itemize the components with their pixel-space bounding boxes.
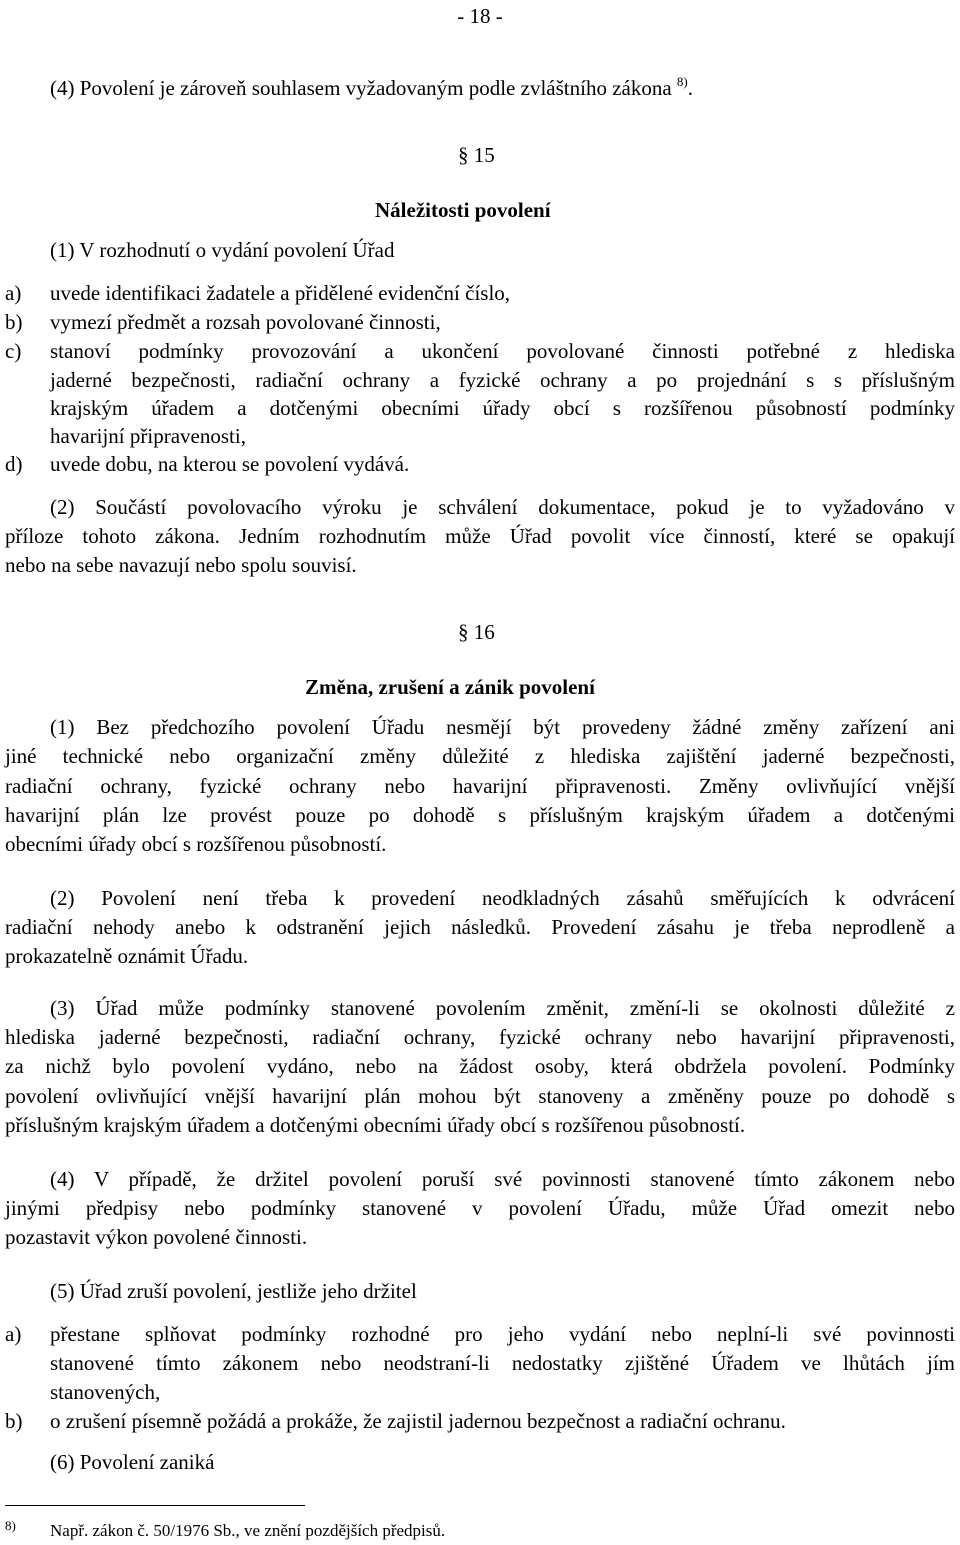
footnote-text: Např. zákon č. 50/1976 Sb., ve znění pozdějších předpisů. <box>50 1521 446 1540</box>
s16-p2-line3: prokazatelně oznámit Úřadu. <box>5 944 249 968</box>
list-item-c-line4: havarijní připravenosti, <box>50 424 246 448</box>
s16-p1-line5: obecními úřady obcí s rozšířenou působností. <box>5 832 387 856</box>
s16-p5-item-b: o zrušení písemně požádá a prokáže, že zajistil jadernou bezpečnost a radiační ochranu. <box>50 1409 786 1433</box>
s15-p2-line3: nebo na sebe navazují nebo spolu souvisí. <box>5 553 357 577</box>
s16-p4-line2: jinými předpisy nebo podmínky stanovené v povolení Úřadu, může Úřad omezit nebo <box>5 1196 955 1220</box>
list-item-c-line2: jaderné bezpečnosti, radiační ochrany a fyzické ochrany a po projednání s s příslušným <box>50 368 955 392</box>
s16-p3-line2: hlediska jaderné bezpečnosti, radiační ochrany, fyzické ochrany nebo havarijní připravenosti, <box>5 1025 955 1049</box>
s16-p3-line5: příslušným krajským úřadem a dotčenými obecními úřady obcí s rozšířenou působností. <box>5 1113 746 1137</box>
list-item-a: uvede identifikaci žadatele a přidělené evidenční číslo, <box>50 281 511 305</box>
list-marker-c: c) <box>5 339 22 363</box>
s16-p6: (6) Povolení zaniká <box>50 1450 215 1474</box>
s16-p3-line4: povolení ovlivňující vnější havarijní plán mohou být stanoveny a změněny pouze po dohodě s <box>5 1084 955 1108</box>
paragraph-s14-4: (4) Povolení je zároveň souhlasem vyžadovaným podle zvláštního zákona $^{8)}$. <box>50 74 693 100</box>
list-marker-a: a) <box>5 281 22 305</box>
section-title-16: Změna, zrušení a zánik povolení <box>305 675 595 699</box>
s15-p2-line1: (2) Součástí povolovacího výroku je schválení dokumentace, pokud je to vyžadováno v <box>50 495 955 519</box>
s16-p2-line2: radiační nehody anebo k odstranění jejich následků. Provedení zásahu je třeba neprodleně a <box>5 915 955 939</box>
s15-p2-line2: příloze tohoto zákona. Jedním rozhodnutím může Úřad povolit více činností, které se opakují <box>5 524 955 548</box>
page-number: - 18 - <box>457 4 503 28</box>
s16-p1-line1: (1) Bez předchozího povolení Úřadu nesmějí být provedeny žádné změny zařízení ani <box>50 715 955 739</box>
footnote-separator <box>5 1505 305 1506</box>
list-item-b: vymezí předmět a rozsah povolované činnosti, <box>50 310 441 334</box>
list-item-d: uvede dobu, na kterou se povolení vydává. <box>50 452 410 476</box>
section-number-15: § 15 <box>458 143 495 167</box>
footnote-ref[interactable]: 8) <box>676 74 688 89</box>
s15-p1-intro: (1) V rozhodnutí o vydání povolení Úřad <box>50 238 395 262</box>
list-item-c-line1: stanoví podmínky provozování a ukončení povolované činnosti potřebné z hlediska <box>50 339 955 363</box>
s16-p3-line3: za nichž bylo povolení vydáno, nebo na žádost osoby, která obdržela povolení. Podmínky <box>5 1054 955 1078</box>
section-number-16: § 16 <box>458 620 495 644</box>
s16-p2-line1: (2) Povolení není třeba k provedení neodkladných zásahů směřujících k odvrácení <box>50 886 955 910</box>
s16-p5-item-a-line3: stanovených, <box>50 1380 161 1404</box>
s16-p4-line3: pozastavit výkon povolené činnosti. <box>5 1225 308 1249</box>
list-item-c-line3: krajským úřadem a dotčenými obecními úřady obcí s rozšířenou působností podmínky <box>50 396 955 420</box>
section-title-15: Náležitosti povolení <box>375 198 551 222</box>
list-marker-b: b) <box>5 310 23 334</box>
s16-p5-marker-b: b) <box>5 1409 23 1433</box>
s16-p4-line1: (4) V případě, že držitel povolení poruší své povinnosti stanovené tímto zákonem nebo <box>50 1167 955 1191</box>
s16-p5-marker-a: a) <box>5 1322 22 1346</box>
s16-p5-intro: (5) Úřad zruší povolení, jestliže jeho držitel <box>50 1279 417 1303</box>
list-marker-d: d) <box>5 452 23 476</box>
s16-p5-item-a-line1: přestane splňovat podmínky rozhodné pro jeho vydání nebo neplní-li své povinnosti <box>50 1322 955 1346</box>
s16-p3-line1: (3) Úřad může podmínky stanovené povolením změnit, změní-li se okolnosti důležité z <box>50 996 955 1020</box>
s16-p5-item-a-line2: stanovené tímto zákonem nebo neodstraní-li nedostatky zjištěné Úřadem ve lhůtách jím <box>50 1351 955 1375</box>
s16-p1-line4: havarijní plán lze provést pouze po dohodě s příslušným krajským úřadem a dotčenými <box>5 803 955 827</box>
s16-p1-line3: radiační ochrany, fyzické ochrany nebo havarijní připravenosti. Změny ovlivňující vnější <box>5 774 955 798</box>
footnote-marker: 8) <box>5 1518 16 1533</box>
s16-p1-line2: jiné technické nebo organizační změny důležité z hlediska zajištění jaderné bezpečnosti, <box>5 744 955 768</box>
